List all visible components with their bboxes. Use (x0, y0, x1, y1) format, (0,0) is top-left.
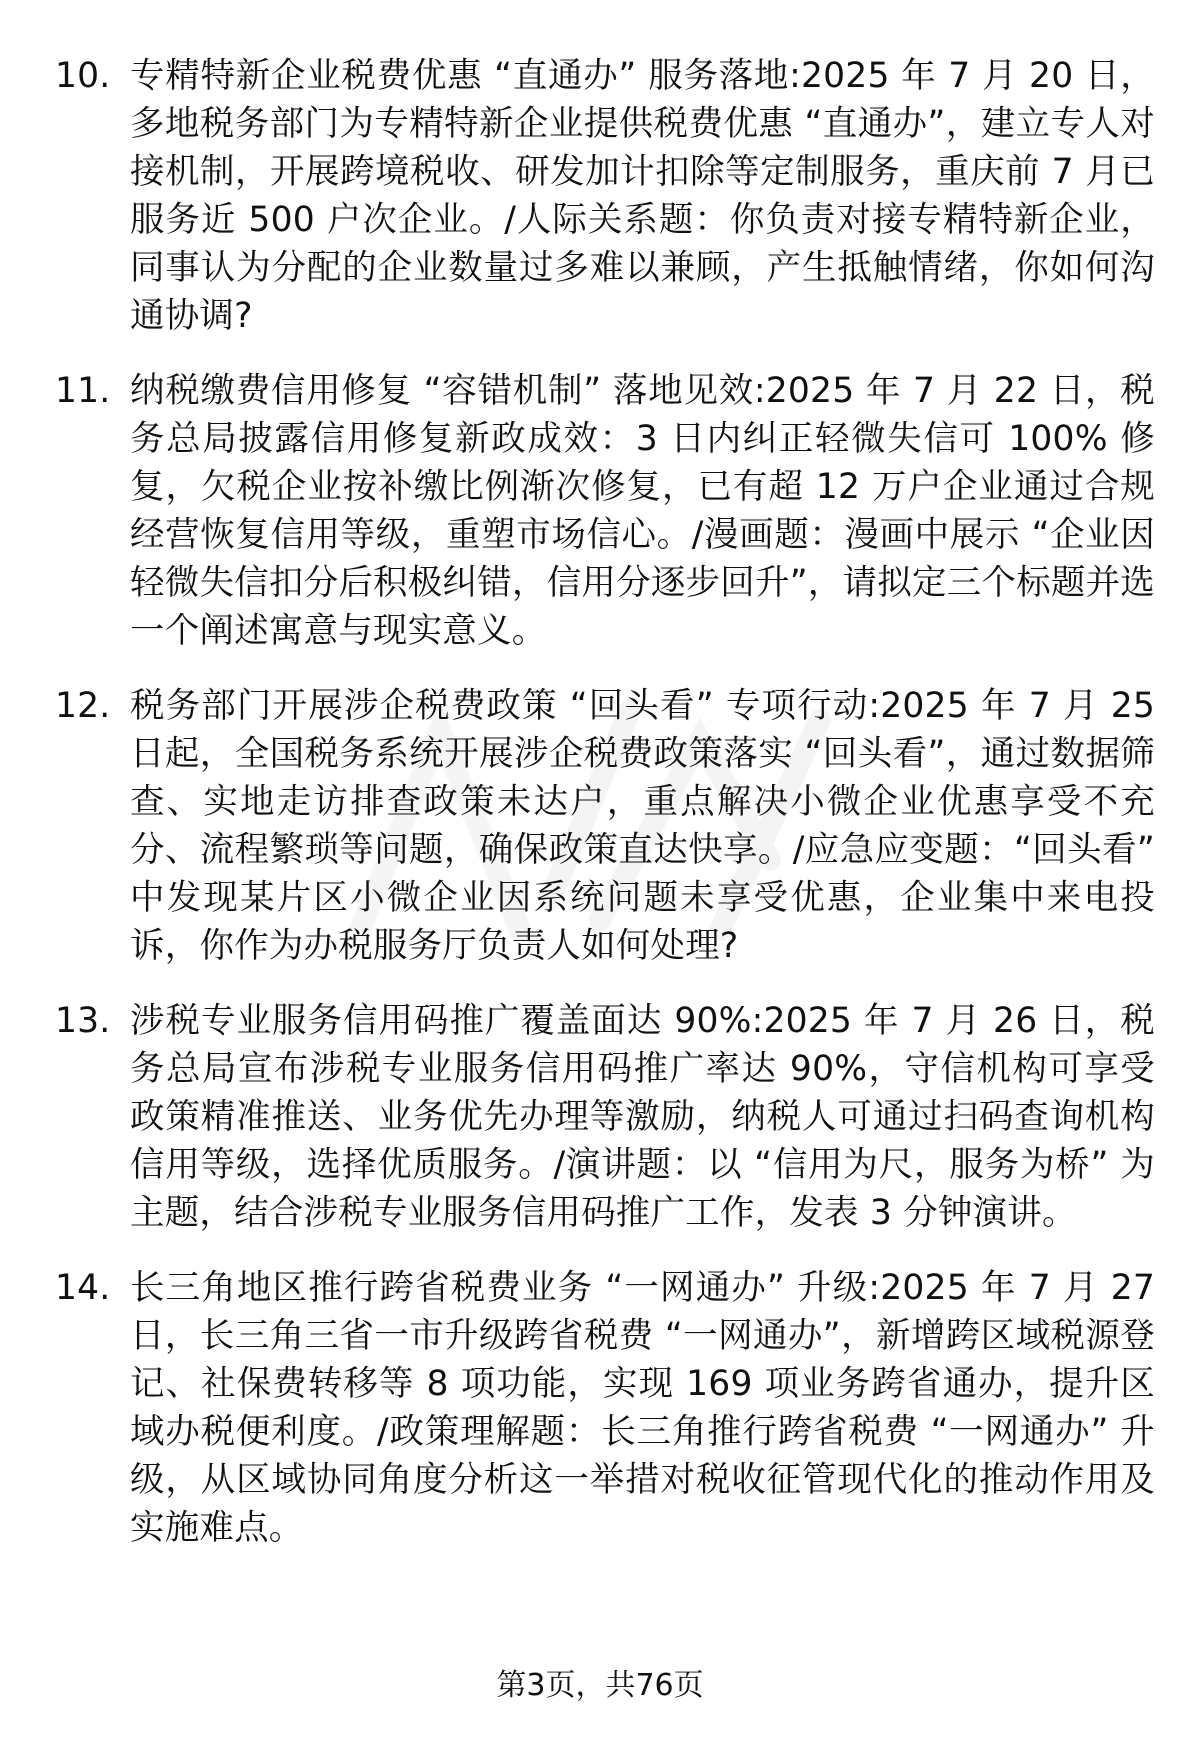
question-item-12 (55, 682, 1155, 970)
question-item-13 (55, 997, 1155, 1237)
question-text: 涉税专业服务信用码推广覆盖面达 90%:2025 年 7 月 26 日，税务总局宣布涉税专业服务信用码推广率达 90%，守信机构可享受政策精准推送、业务优先办理等激励，纳税人可通过扫码查询机构信用等级，选择优质服务。/演讲题：以 “信用为尺，服务为桥” 为主题，结合涉税专业服务信用码推广工作，发表 3 分钟演讲。 (130, 1001, 1155, 1233)
question-text: 专精特新企业税费优惠 “直通办” 服务落地:2025 年 7 月 20 日，多地税务部门为专精特新企业提供税费优惠 “直通办”，建立专人对接机制，开展跨境税收、研发加计扣除等定制服务，重庆前 7 月已服务近 500 户次企业。/人际关系题：你负责对接专精特新企业，同事认为分配的企业数量过多难以兼顾，产生抵触情绪，你如何沟通协调? (130, 56, 1155, 336)
question-item-14 (55, 1264, 1155, 1552)
question-number: 12. (55, 686, 111, 726)
question-item-11 (55, 367, 1155, 655)
question-number: 13. (55, 1001, 111, 1041)
question-text: 长三角地区推行跨省税费业务 “一网通办” 升级:2025 年 7 月 27 日，长三角三省一市升级跨省税费 “一网通办”，新增跨区域税源登记、社保费转移等 8 项功能，实现 169 项业务跨省通办，提升区域办税便利度。/政策理解题：长三角推行跨省税费 “一网通办” 升级，从区域协同角度分析这一举措对税收征管现代化的推动作用及实施难点。 (130, 1268, 1155, 1548)
question-text: 税务部门开展涉企税费政策 “回头看” 专项行动:2025 年 7 月 25 日起，全国税务系统开展涉企税费政策落实 “回头看”，通过数据筛查、实地走访排查政策未达户，重点解决小微企业优惠享受不充分、流程繁琐等问题，确保政策直达快享。/应急应变题：“回头看” 中发现某片区小微企业因系统问题未享受优惠，企业集中来电投诉，你作为办税服务厅负责人如何处理? (130, 686, 1155, 966)
question-list (55, 52, 1155, 1579)
question-number: 11. (55, 371, 111, 411)
page-number-footer: 第3页，共76页 (496, 1668, 704, 1703)
question-item-10 (55, 52, 1155, 340)
question-text: 纳税缴费信用修复 “容错机制” 落地见效:2025 年 7 月 22 日，税务总局披露信用修复新政成效：3 日内纠正轻微失信可 100% 修复，欠税企业按补缴比例渐次修复，已有超 12 万户企业通过合规经营恢复信用等级，重塑市场信心。/漫画题：漫画中展示 “企业因轻微失信扣分后积极纠错，信用分逐步回升”，请拟定三个标题并选一个阐述寓意与现实意义。 (130, 371, 1155, 651)
question-number: 10. (55, 56, 111, 96)
question-number: 14. (55, 1268, 111, 1308)
